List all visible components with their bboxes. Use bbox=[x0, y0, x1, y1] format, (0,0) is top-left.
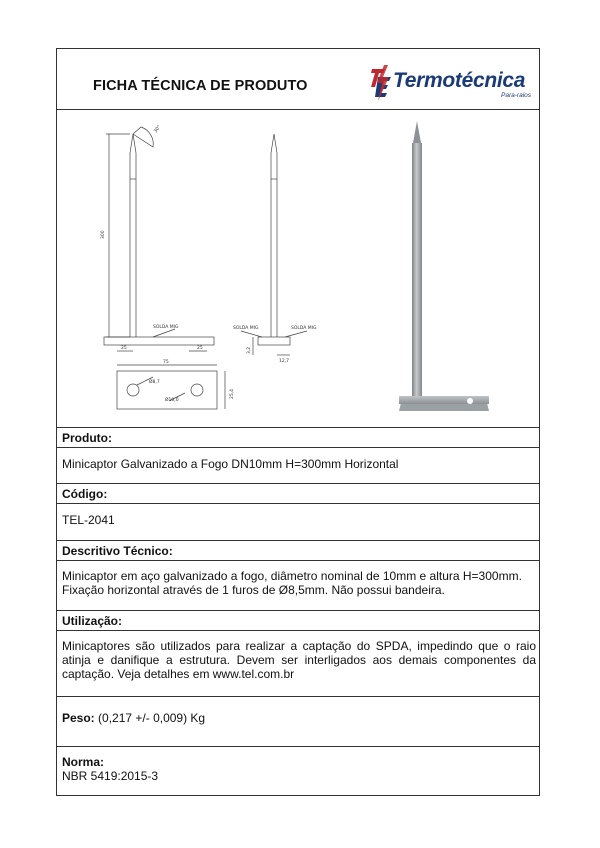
brand-tagline: Para-raios bbox=[501, 92, 531, 99]
divider bbox=[57, 447, 539, 448]
norma-label: Norma: bbox=[62, 755, 105, 769]
weld-label-left: SOLDA MIG bbox=[153, 325, 179, 330]
utilizacao-label: Utilização: bbox=[62, 614, 123, 628]
dim-hole-2: Ø10,0 bbox=[165, 398, 179, 403]
divider bbox=[57, 540, 539, 541]
descritivo-line-1: Minicaptor em aço galvanizado a fogo, diâmetro nominal de 10mm e altura H=300mm. bbox=[62, 569, 522, 583]
descritivo-line-2: Fixação horizontal através de 1 furos de Ø8,5mm. Não possui bandeira. bbox=[62, 583, 445, 597]
divider bbox=[57, 483, 539, 484]
dim-right-base: 25 bbox=[197, 346, 203, 351]
product-photo bbox=[57, 49, 541, 429]
produto-label: Produto: bbox=[62, 431, 112, 445]
codigo-label: Código: bbox=[62, 487, 108, 501]
dim-angle: 30° bbox=[153, 124, 163, 135]
peso-row bbox=[62, 711, 205, 725]
weld-label-mid-left: SOLDA MIG bbox=[233, 326, 259, 331]
codigo-value: TEL-2041 bbox=[62, 513, 115, 527]
peso-value: (0,217 +/- 0,009) Kg bbox=[98, 711, 206, 725]
dim-plate-side: 12,7 bbox=[279, 359, 290, 364]
produto-value: Minicaptor Galvanizado a Fogo DN10mm H=300mm Horizontal bbox=[62, 457, 399, 471]
divider bbox=[57, 560, 539, 561]
norma-value: NBR 5419:2015-3 bbox=[62, 769, 159, 783]
dim-plate-height: 25,4 bbox=[230, 388, 235, 399]
divider bbox=[57, 503, 539, 504]
divider bbox=[57, 427, 539, 428]
divider bbox=[57, 746, 539, 747]
weld-label-mid-right: SOLDA MIG bbox=[291, 326, 317, 331]
divider bbox=[57, 610, 539, 611]
utilizacao-text: Minicaptores são utilizados para realizar a captação do SPDA, impedindo que o raio atinja e danifique a estrutura. Devem ser interligados aos demais componentes da captação. Veja detalhes em www.tel.com.br bbox=[62, 639, 536, 681]
dim-hole-1: Ø8,7 bbox=[149, 380, 160, 385]
product-sheet bbox=[56, 48, 540, 796]
page-title: FICHA TÉCNICA DE PRODUTO bbox=[93, 78, 308, 94]
descritivo-label: Descritivo Técnico: bbox=[62, 544, 173, 558]
dim-height: 300 bbox=[101, 230, 106, 239]
peso-label: Peso: bbox=[62, 711, 95, 725]
divider bbox=[57, 696, 539, 697]
brand-name: Termotécnica bbox=[393, 69, 526, 92]
dim-plate-width: 75 bbox=[163, 360, 169, 365]
dim-plate-thickness: 3,2 bbox=[247, 346, 252, 354]
divider bbox=[57, 630, 539, 631]
dim-left-base: 25 bbox=[121, 346, 127, 351]
